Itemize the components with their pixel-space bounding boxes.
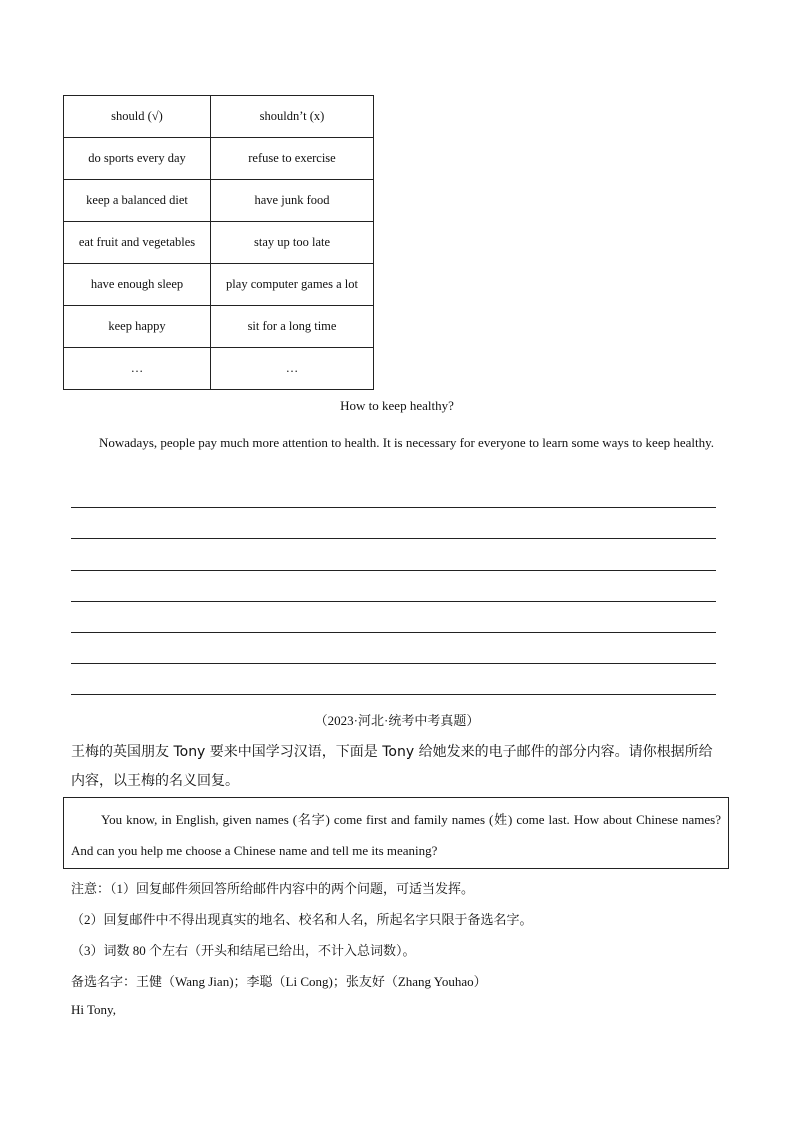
shouldnt-cell: have junk food xyxy=(211,180,374,222)
shouldnt-cell: stay up too late xyxy=(211,222,374,264)
candidate-names: 备选名字：王健（Wang Jian)；李聪（Li Cong)；张友好（Zhang Youhao） xyxy=(71,974,487,989)
should-cell: have enough sleep xyxy=(64,264,211,306)
header-shouldnt: shouldn’t (x) xyxy=(211,96,374,138)
table-row xyxy=(64,138,374,180)
table-row xyxy=(64,264,374,306)
writing-line[interactable] xyxy=(71,663,716,664)
writing-line[interactable] xyxy=(71,632,716,633)
table-row xyxy=(64,306,374,348)
question-prompt: 王梅的英国朋友 Tony 要来中国学习汉语，下面是 Tony 给她发来的电子邮件的部分内容。请你根据所给内容，以王梅的名义回复。 xyxy=(71,744,713,789)
note-line: （2）回复邮件中不得出现真实的地名、校名和人名，所起名字只限于备选名字。 xyxy=(71,912,533,927)
note-line: 注意：（1）回复邮件须回答所给邮件内容中的两个问题，可适当发挥。 xyxy=(71,881,475,896)
table-row xyxy=(64,222,374,264)
should-cell: keep happy xyxy=(64,306,211,348)
should-cell: … xyxy=(64,348,211,390)
writing-line[interactable] xyxy=(71,601,716,602)
table-row xyxy=(64,180,374,222)
shouldnt-cell: sit for a long time xyxy=(211,306,374,348)
question-source: （2023·河北·统考中考真题） xyxy=(314,713,480,728)
writing-line[interactable] xyxy=(71,570,716,571)
essay-intro: Nowadays, people pay much more attention to health. It is necessary for everyone to learn some ways to keep healthy. xyxy=(99,435,715,450)
shouldnt-cell: play computer games a lot xyxy=(211,264,374,306)
shouldnt-cell: refuse to exercise xyxy=(211,138,374,180)
essay-title: How to keep healthy? xyxy=(340,398,454,413)
should-cell: eat fruit and vegetables xyxy=(64,222,211,264)
should-cell: keep a balanced diet xyxy=(64,180,211,222)
table-header-row xyxy=(64,96,374,138)
email-excerpt-box xyxy=(63,797,729,869)
letter-greeting: Hi Tony, xyxy=(71,1002,116,1017)
writing-line[interactable] xyxy=(71,507,716,508)
table-row xyxy=(64,348,374,390)
health-habits-table xyxy=(63,95,374,390)
header-should: should (√) xyxy=(64,96,211,138)
writing-line[interactable] xyxy=(71,694,716,695)
writing-line[interactable] xyxy=(71,538,716,539)
email-excerpt-text: You know, in English, given names (名字) come first and family names (姓) come last. How about Chinese names? And can you help me choose a Chinese name and tell me its meaning? xyxy=(71,812,721,858)
shouldnt-cell: … xyxy=(211,348,374,390)
note-line: （3）词数 80 个左右（开头和结尾已给出，不计入总词数）。 xyxy=(71,943,416,958)
should-cell: do sports every day xyxy=(64,138,211,180)
